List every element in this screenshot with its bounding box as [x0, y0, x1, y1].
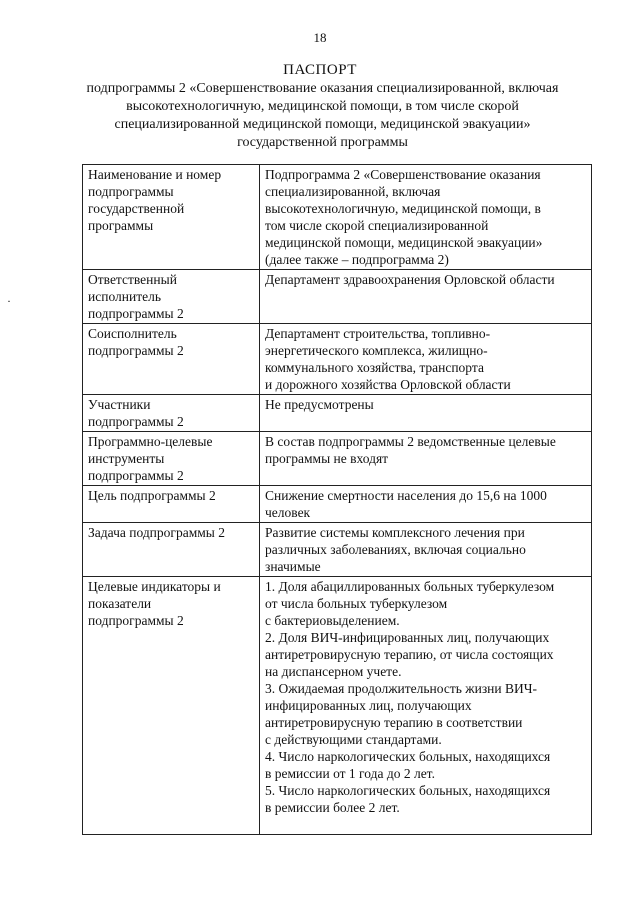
row-value-line: в ремиссии от 1 года до 2 лет. — [265, 766, 435, 781]
row-value-line: человек — [265, 505, 311, 520]
row-label-line: Задача подпрограммы 2 — [88, 525, 225, 540]
passport-table-body — [83, 165, 592, 835]
row-label-cell — [83, 395, 260, 432]
passport-row — [83, 486, 592, 523]
row-label-line: Участники — [88, 397, 151, 412]
passport-table — [82, 164, 592, 835]
row-label-line: подпрограммы 2 — [88, 468, 184, 483]
row-value-line: инфицированных лиц, получающих — [265, 698, 472, 713]
row-value-line: 5. Число наркологических больных, находящихся — [265, 783, 551, 798]
row-label-line: Наименование и номер — [88, 167, 222, 182]
row-label-cell — [83, 270, 260, 324]
row-label-line: Соисполнитель — [88, 326, 177, 341]
row-value-cell — [260, 270, 592, 324]
row-label-cell — [83, 324, 260, 395]
row-value-line: энергетического комплекса, жилищно- — [265, 343, 488, 358]
passport-row — [83, 432, 592, 486]
row-value-line: Департамент строительства, топливно- — [265, 326, 491, 341]
row-label-line: подпрограммы 2 — [88, 306, 184, 321]
row-value-line: 4. Число наркологических больных, находящихся — [265, 749, 551, 764]
row-value-line: различных заболеваниях, включая социально — [265, 542, 526, 557]
row-label-cell — [83, 577, 260, 835]
row-value-line: от числа больных туберкулезом — [265, 596, 448, 611]
subtitle-line: государственной программы — [237, 135, 408, 150]
passport-row — [83, 165, 592, 270]
row-value-line: программы не входят — [265, 451, 389, 466]
document-subtitle — [60, 80, 585, 152]
row-value-line: специализированной, включая — [265, 184, 441, 199]
row-value-line: том числе скорой специализированной — [265, 218, 489, 233]
row-value-cell — [260, 395, 592, 432]
row-value-cell — [260, 486, 592, 523]
subtitle-line: подпрограммы 2 «Совершенствование оказания специализированной, включая — [86, 81, 559, 96]
row-value-line: Не предусмотрены — [265, 397, 374, 412]
row-value-line: антиретровирусную терапию в соответствии — [265, 715, 523, 730]
passport-row — [83, 577, 592, 835]
row-label-cell — [83, 165, 260, 270]
row-value-cell — [260, 432, 592, 486]
passport-row — [83, 395, 592, 432]
row-value-line: коммунального хозяйства, транспорта — [265, 360, 484, 375]
page-number: 18 — [313, 30, 327, 45]
row-label-line: государственной — [88, 201, 185, 216]
row-value-line: 1. Доля абациллированных больных туберкулезом — [265, 579, 555, 594]
row-value-line: 3. Ожидаемая продолжительность жизни ВИЧ- — [265, 681, 537, 696]
row-label-cell — [83, 523, 260, 577]
subtitle-line: высокотехнологичную, медицинской помощи, в том числе скорой — [126, 99, 519, 114]
row-value-line: Развитие системы комплексного лечения при — [265, 525, 525, 540]
row-value-line: 2. Доля ВИЧ-инфицированных лиц, получающих — [265, 630, 550, 645]
row-value-line: В состав подпрограммы 2 ведомственные целевые — [265, 434, 556, 449]
row-value-line: на диспансерном учете. — [265, 664, 402, 679]
row-value-line: с бактериовыделением. — [265, 613, 400, 628]
row-value-cell — [260, 165, 592, 270]
row-value-line: (далее также – подпрограмма 2) — [265, 252, 449, 267]
row-label-cell — [83, 486, 260, 523]
row-label-line: Программно-целевые — [88, 434, 213, 449]
row-value-line: с действующими стандартами. — [265, 732, 442, 747]
row-value-cell — [260, 324, 592, 395]
passport-row — [83, 270, 592, 324]
row-value-line: Департамент здравоохранения Орловской области — [265, 272, 555, 287]
row-value-line: Снижение смертности населения до 15,6 на 1000 — [265, 488, 547, 503]
row-label-line: инструменты — [88, 451, 165, 466]
passport-row — [83, 523, 592, 577]
row-value-line: Подпрограмма 2 «Совершенствование оказания — [265, 167, 541, 182]
passport-row — [83, 324, 592, 395]
subtitle-line: специализированной медицинской помощи, медицинской эвакуации» — [114, 117, 531, 132]
row-label-line: Ответственный — [88, 272, 177, 287]
row-label-cell — [83, 432, 260, 486]
row-label-line: Целевые индикаторы и — [88, 579, 221, 594]
row-value-line: в ремиссии более 2 лет. — [265, 800, 400, 815]
row-label-line: показатели — [88, 596, 152, 611]
row-value-line: значимые — [265, 559, 321, 574]
scan-speck: · — [7, 294, 11, 308]
row-label-line: подпрограммы 2 — [88, 414, 184, 429]
row-label-line: подпрограммы 2 — [88, 343, 184, 358]
row-label-line: подпрограммы — [88, 184, 174, 199]
row-value-line: медицинской помощи, медицинской эвакуации» — [265, 235, 543, 250]
row-label-line: исполнитель — [88, 289, 161, 304]
document-title: ПАСПОРТ — [283, 62, 357, 78]
row-value-cell — [260, 523, 592, 577]
row-value-cell — [260, 577, 592, 835]
row-label-line: программы — [88, 218, 154, 233]
row-label-line: Цель подпрограммы 2 — [88, 488, 216, 503]
row-value-line: антиретровирусную терапию, от числа состоящих — [265, 647, 554, 662]
row-value-line: высокотехнологичную, медицинской помощи, в — [265, 201, 541, 216]
row-value-line: и дорожного хозяйства Орловской области — [265, 377, 511, 392]
row-label-line: подпрограммы 2 — [88, 613, 184, 628]
